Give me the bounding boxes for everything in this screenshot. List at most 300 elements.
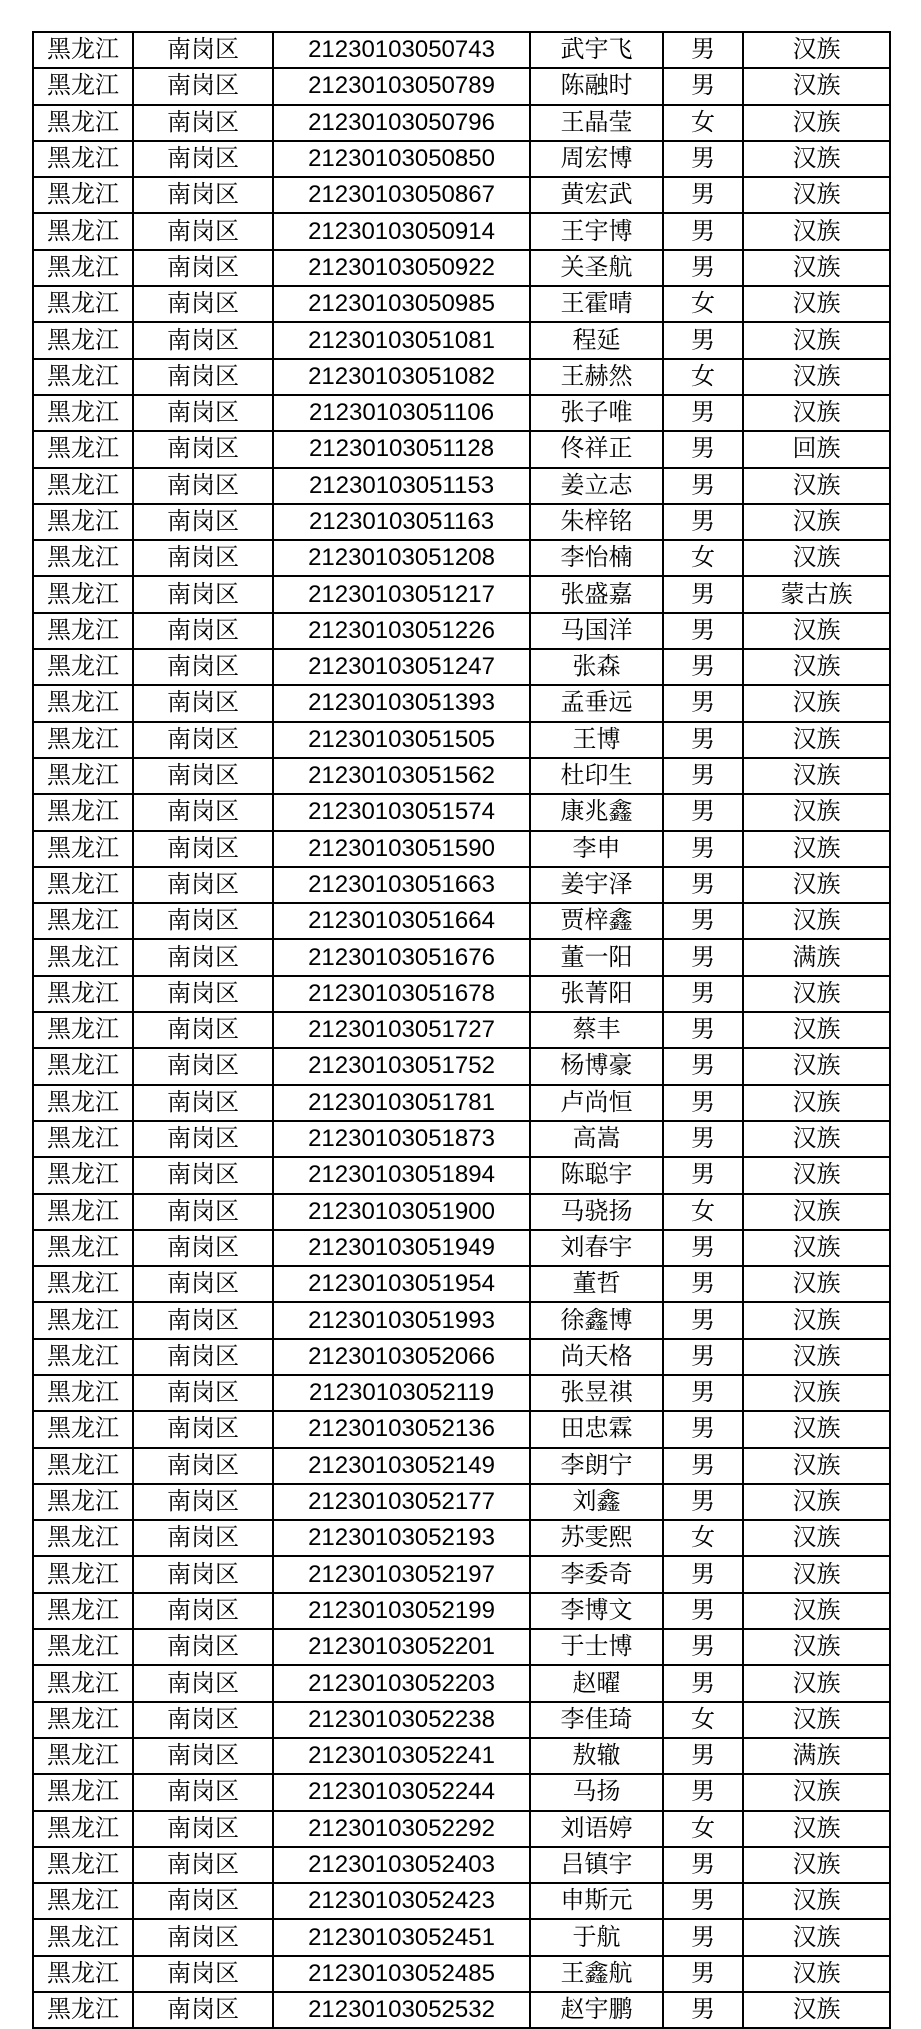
exam-id-cell: 21230103051663 — [273, 867, 530, 903]
district-cell: 南岗区 — [133, 576, 273, 612]
district-cell: 南岗区 — [133, 359, 273, 395]
name-cell: 赵宇鹏 — [530, 1992, 663, 2028]
table-row — [33, 903, 890, 939]
exam-id-cell: 21230103052066 — [273, 1339, 530, 1375]
province-cell: 黑龙江 — [33, 1411, 133, 1447]
name-cell: 马国洋 — [530, 613, 663, 649]
district-cell: 南岗区 — [133, 1847, 273, 1883]
district-cell: 南岗区 — [133, 1702, 273, 1738]
gender-cell: 女 — [663, 1194, 743, 1230]
ethnicity-cell: 汉族 — [743, 1121, 890, 1157]
province-cell: 黑龙江 — [33, 1448, 133, 1484]
table-row — [33, 359, 890, 395]
name-cell: 杨博豪 — [530, 1048, 663, 1084]
exam-id-cell: 21230103052136 — [273, 1411, 530, 1447]
province-cell: 黑龙江 — [33, 1302, 133, 1338]
exam-id-cell: 21230103052451 — [273, 1919, 530, 1955]
name-cell: 张森 — [530, 649, 663, 685]
exam-id-cell: 21230103051562 — [273, 758, 530, 794]
ethnicity-cell: 汉族 — [743, 976, 890, 1012]
table-row — [33, 1847, 890, 1883]
gender-cell: 男 — [663, 1956, 743, 1992]
name-cell: 于航 — [530, 1919, 663, 1955]
gender-cell: 男 — [663, 1375, 743, 1411]
ethnicity-cell: 汉族 — [743, 1194, 890, 1230]
name-cell: 孟垂远 — [530, 685, 663, 721]
exam-id-cell: 21230103050850 — [273, 141, 530, 177]
name-cell: 王博 — [530, 722, 663, 758]
province-cell: 黑龙江 — [33, 1738, 133, 1774]
name-cell: 贾梓鑫 — [530, 903, 663, 939]
ethnicity-cell: 汉族 — [743, 794, 890, 830]
exam-id-cell: 21230103052238 — [273, 1702, 530, 1738]
ethnicity-cell: 汉族 — [743, 1811, 890, 1847]
province-cell: 黑龙江 — [33, 613, 133, 649]
district-cell: 南岗区 — [133, 1992, 273, 2028]
roster-table-body — [33, 32, 890, 2028]
province-cell: 黑龙江 — [33, 322, 133, 358]
gender-cell: 女 — [663, 1811, 743, 1847]
table-row — [33, 286, 890, 322]
ethnicity-cell: 汉族 — [743, 1230, 890, 1266]
ethnicity-cell: 汉族 — [743, 831, 890, 867]
ethnicity-cell: 汉族 — [743, 1484, 890, 1520]
table-row — [33, 794, 890, 830]
province-cell: 黑龙江 — [33, 1484, 133, 1520]
ethnicity-cell: 汉族 — [743, 504, 890, 540]
table-row — [33, 322, 890, 358]
table-row — [33, 1992, 890, 2028]
exam-id-cell: 21230103051949 — [273, 1230, 530, 1266]
table-row — [33, 1811, 890, 1847]
table-row — [33, 540, 890, 576]
name-cell: 李佳琦 — [530, 1702, 663, 1738]
province-cell: 黑龙江 — [33, 1012, 133, 1048]
ethnicity-cell: 汉族 — [743, 1448, 890, 1484]
district-cell: 南岗区 — [133, 1085, 273, 1121]
province-cell: 黑龙江 — [33, 576, 133, 612]
gender-cell: 男 — [663, 1266, 743, 1302]
gender-cell: 男 — [663, 177, 743, 213]
ethnicity-cell: 汉族 — [743, 1085, 890, 1121]
province-cell: 黑龙江 — [33, 1774, 133, 1810]
province-cell: 黑龙江 — [33, 685, 133, 721]
province-cell: 黑龙江 — [33, 1702, 133, 1738]
exam-id-cell: 21230103050914 — [273, 213, 530, 249]
name-cell: 吕镇宇 — [530, 1847, 663, 1883]
province-cell: 黑龙江 — [33, 1847, 133, 1883]
exam-id-cell: 21230103051082 — [273, 359, 530, 395]
district-cell: 南岗区 — [133, 722, 273, 758]
name-cell: 王宇博 — [530, 213, 663, 249]
district-cell: 南岗区 — [133, 867, 273, 903]
gender-cell: 男 — [663, 613, 743, 649]
exam-id-cell: 21230103052423 — [273, 1883, 530, 1919]
province-cell: 黑龙江 — [33, 32, 133, 68]
ethnicity-cell: 汉族 — [743, 177, 890, 213]
exam-id-cell: 21230103051676 — [273, 939, 530, 975]
district-cell: 南岗区 — [133, 939, 273, 975]
ethnicity-cell: 汉族 — [743, 758, 890, 794]
district-cell: 南岗区 — [133, 540, 273, 576]
gender-cell: 男 — [663, 431, 743, 467]
table-row — [33, 141, 890, 177]
name-cell: 张菁阳 — [530, 976, 663, 1012]
gender-cell: 男 — [663, 1048, 743, 1084]
district-cell: 南岗区 — [133, 1774, 273, 1810]
name-cell: 陈融时 — [530, 68, 663, 104]
gender-cell: 男 — [663, 649, 743, 685]
gender-cell: 男 — [663, 758, 743, 794]
province-cell: 黑龙江 — [33, 1157, 133, 1193]
table-row — [33, 1266, 890, 1302]
province-cell: 黑龙江 — [33, 504, 133, 540]
exam-id-cell: 21230103050867 — [273, 177, 530, 213]
district-cell: 南岗区 — [133, 613, 273, 649]
table-row — [33, 1556, 890, 1592]
district-cell: 南岗区 — [133, 1593, 273, 1629]
district-cell: 南岗区 — [133, 758, 273, 794]
exam-id-cell: 21230103052201 — [273, 1629, 530, 1665]
district-cell: 南岗区 — [133, 250, 273, 286]
name-cell: 李怡楠 — [530, 540, 663, 576]
name-cell: 黄宏武 — [530, 177, 663, 213]
ethnicity-cell: 汉族 — [743, 903, 890, 939]
exam-id-cell: 21230103050789 — [273, 68, 530, 104]
district-cell: 南岗区 — [133, 1665, 273, 1701]
table-row — [33, 1629, 890, 1665]
name-cell: 马扬 — [530, 1774, 663, 1810]
district-cell: 南岗区 — [133, 1919, 273, 1955]
name-cell: 刘鑫 — [530, 1484, 663, 1520]
district-cell: 南岗区 — [133, 177, 273, 213]
ethnicity-cell: 汉族 — [743, 105, 890, 141]
gender-cell: 男 — [663, 1629, 743, 1665]
table-row — [33, 685, 890, 721]
gender-cell: 男 — [663, 576, 743, 612]
ethnicity-cell: 汉族 — [743, 867, 890, 903]
gender-cell: 男 — [663, 1847, 743, 1883]
district-cell: 南岗区 — [133, 903, 273, 939]
exam-id-cell: 21230103051894 — [273, 1157, 530, 1193]
table-row — [33, 722, 890, 758]
province-cell: 黑龙江 — [33, 1085, 133, 1121]
table-row — [33, 1774, 890, 1810]
table-row — [33, 1085, 890, 1121]
table-row — [33, 649, 890, 685]
ethnicity-cell: 汉族 — [743, 613, 890, 649]
province-cell: 黑龙江 — [33, 1520, 133, 1556]
ethnicity-cell: 汉族 — [743, 250, 890, 286]
table-row — [33, 1302, 890, 1338]
ethnicity-cell: 回族 — [743, 431, 890, 467]
name-cell: 朱梓铭 — [530, 504, 663, 540]
province-cell: 黑龙江 — [33, 1811, 133, 1847]
gender-cell: 女 — [663, 105, 743, 141]
gender-cell: 男 — [663, 976, 743, 1012]
ethnicity-cell: 汉族 — [743, 1375, 890, 1411]
province-cell: 黑龙江 — [33, 1919, 133, 1955]
table-row — [33, 1919, 890, 1955]
table-row — [33, 213, 890, 249]
gender-cell: 男 — [663, 1556, 743, 1592]
province-cell: 黑龙江 — [33, 794, 133, 830]
gender-cell: 男 — [663, 1012, 743, 1048]
gender-cell: 男 — [663, 32, 743, 68]
ethnicity-cell: 汉族 — [743, 1411, 890, 1447]
ethnicity-cell: 满族 — [743, 1738, 890, 1774]
name-cell: 苏雯熙 — [530, 1520, 663, 1556]
ethnicity-cell: 汉族 — [743, 649, 890, 685]
district-cell: 南岗区 — [133, 213, 273, 249]
province-cell: 黑龙江 — [33, 468, 133, 504]
exam-id-cell: 21230103051128 — [273, 431, 530, 467]
district-cell: 南岗区 — [133, 1048, 273, 1084]
province-cell: 黑龙江 — [33, 1339, 133, 1375]
district-cell: 南岗区 — [133, 1811, 273, 1847]
district-cell: 南岗区 — [133, 1194, 273, 1230]
table-row — [33, 468, 890, 504]
gender-cell: 男 — [663, 1085, 743, 1121]
name-cell: 刘语婷 — [530, 1811, 663, 1847]
ethnicity-cell: 汉族 — [743, 1702, 890, 1738]
table-row — [33, 1230, 890, 1266]
name-cell: 敖辙 — [530, 1738, 663, 1774]
gender-cell: 男 — [663, 395, 743, 431]
ethnicity-cell: 汉族 — [743, 1956, 890, 1992]
ethnicity-cell: 汉族 — [743, 1629, 890, 1665]
exam-id-cell: 21230103051727 — [273, 1012, 530, 1048]
name-cell: 王鑫航 — [530, 1956, 663, 1992]
ethnicity-cell: 汉族 — [743, 1992, 890, 2028]
province-cell: 黑龙江 — [33, 1992, 133, 2028]
gender-cell: 女 — [663, 286, 743, 322]
name-cell: 蔡丰 — [530, 1012, 663, 1048]
gender-cell: 男 — [663, 1302, 743, 1338]
gender-cell: 女 — [663, 1702, 743, 1738]
gender-cell: 男 — [663, 722, 743, 758]
province-cell: 黑龙江 — [33, 1665, 133, 1701]
district-cell: 南岗区 — [133, 1556, 273, 1592]
district-cell: 南岗区 — [133, 1230, 273, 1266]
district-cell: 南岗区 — [133, 504, 273, 540]
district-cell: 南岗区 — [133, 1484, 273, 1520]
ethnicity-cell: 汉族 — [743, 141, 890, 177]
name-cell: 姜立志 — [530, 468, 663, 504]
ethnicity-cell: 汉族 — [743, 1919, 890, 1955]
province-cell: 黑龙江 — [33, 1266, 133, 1302]
district-cell: 南岗区 — [133, 649, 273, 685]
table-row — [33, 1738, 890, 1774]
district-cell: 南岗区 — [133, 1956, 273, 1992]
gender-cell: 女 — [663, 359, 743, 395]
gender-cell: 男 — [663, 685, 743, 721]
table-row — [33, 1665, 890, 1701]
gender-cell: 男 — [663, 1919, 743, 1955]
exam-id-cell: 21230103052177 — [273, 1484, 530, 1520]
exam-id-cell: 21230103051505 — [273, 722, 530, 758]
gender-cell: 男 — [663, 1121, 743, 1157]
name-cell: 王晶莹 — [530, 105, 663, 141]
gender-cell: 男 — [663, 794, 743, 830]
province-cell: 黑龙江 — [33, 177, 133, 213]
exam-id-cell: 21230103050985 — [273, 286, 530, 322]
exam-id-cell: 21230103051900 — [273, 1194, 530, 1230]
exam-id-cell: 21230103052532 — [273, 1992, 530, 2028]
exam-id-cell: 21230103051954 — [273, 1266, 530, 1302]
name-cell: 姜宇泽 — [530, 867, 663, 903]
exam-id-cell: 21230103051664 — [273, 903, 530, 939]
province-cell: 黑龙江 — [33, 1194, 133, 1230]
exam-id-cell: 21230103052403 — [273, 1847, 530, 1883]
ethnicity-cell: 汉族 — [743, 1339, 890, 1375]
ethnicity-cell: 蒙古族 — [743, 576, 890, 612]
name-cell: 董一阳 — [530, 939, 663, 975]
table-row — [33, 576, 890, 612]
name-cell: 王霍晴 — [530, 286, 663, 322]
gender-cell: 男 — [663, 867, 743, 903]
district-cell: 南岗区 — [133, 1738, 273, 1774]
name-cell: 佟祥正 — [530, 431, 663, 467]
gender-cell: 男 — [663, 1665, 743, 1701]
province-cell: 黑龙江 — [33, 758, 133, 794]
district-cell: 南岗区 — [133, 395, 273, 431]
ethnicity-cell: 汉族 — [743, 1520, 890, 1556]
exam-id-cell: 21230103052292 — [273, 1811, 530, 1847]
province-cell: 黑龙江 — [33, 68, 133, 104]
name-cell: 康兆鑫 — [530, 794, 663, 830]
name-cell: 李博文 — [530, 1593, 663, 1629]
exam-id-cell: 21230103052193 — [273, 1520, 530, 1556]
exam-id-cell: 21230103051752 — [273, 1048, 530, 1084]
table-row — [33, 758, 890, 794]
ethnicity-cell: 汉族 — [743, 1593, 890, 1629]
district-cell: 南岗区 — [133, 1121, 273, 1157]
table-row — [33, 68, 890, 104]
district-cell: 南岗区 — [133, 322, 273, 358]
name-cell: 于士博 — [530, 1629, 663, 1665]
table-row — [33, 1339, 890, 1375]
gender-cell: 男 — [663, 504, 743, 540]
exam-id-cell: 21230103051590 — [273, 831, 530, 867]
province-cell: 黑龙江 — [33, 540, 133, 576]
gender-cell: 男 — [663, 831, 743, 867]
gender-cell: 男 — [663, 322, 743, 358]
exam-id-cell: 21230103052244 — [273, 1774, 530, 1810]
ethnicity-cell: 汉族 — [743, 685, 890, 721]
district-cell: 南岗区 — [133, 68, 273, 104]
district-cell: 南岗区 — [133, 1012, 273, 1048]
district-cell: 南岗区 — [133, 1448, 273, 1484]
table-row — [33, 1883, 890, 1919]
ethnicity-cell: 汉族 — [743, 722, 890, 758]
ethnicity-cell: 汉族 — [743, 540, 890, 576]
gender-cell: 男 — [663, 213, 743, 249]
district-cell: 南岗区 — [133, 431, 273, 467]
province-cell: 黑龙江 — [33, 867, 133, 903]
province-cell: 黑龙江 — [33, 395, 133, 431]
exam-id-cell: 21230103052149 — [273, 1448, 530, 1484]
table-row — [33, 250, 890, 286]
table-row — [33, 395, 890, 431]
name-cell: 李申 — [530, 831, 663, 867]
gender-cell: 男 — [663, 1992, 743, 2028]
table-row — [33, 1012, 890, 1048]
exam-id-cell: 21230103051993 — [273, 1302, 530, 1338]
table-row — [33, 504, 890, 540]
name-cell: 李朗宁 — [530, 1448, 663, 1484]
province-cell: 黑龙江 — [33, 903, 133, 939]
table-row — [33, 867, 890, 903]
name-cell: 高嵩 — [530, 1121, 663, 1157]
name-cell: 申斯元 — [530, 1883, 663, 1919]
province-cell: 黑龙江 — [33, 250, 133, 286]
exam-id-cell: 21230103052241 — [273, 1738, 530, 1774]
exam-id-cell: 21230103051393 — [273, 685, 530, 721]
name-cell: 程延 — [530, 322, 663, 358]
ethnicity-cell: 汉族 — [743, 68, 890, 104]
table-row — [33, 1956, 890, 1992]
province-cell: 黑龙江 — [33, 1629, 133, 1665]
name-cell: 赵曜 — [530, 1665, 663, 1701]
province-cell: 黑龙江 — [33, 939, 133, 975]
gender-cell: 男 — [663, 1339, 743, 1375]
district-cell: 南岗区 — [133, 1883, 273, 1919]
table-row — [33, 1520, 890, 1556]
name-cell: 张盛嘉 — [530, 576, 663, 612]
ethnicity-cell: 汉族 — [743, 1266, 890, 1302]
exam-id-cell: 21230103052197 — [273, 1556, 530, 1592]
name-cell: 张昱祺 — [530, 1375, 663, 1411]
ethnicity-cell: 汉族 — [743, 1883, 890, 1919]
district-cell: 南岗区 — [133, 1520, 273, 1556]
roster-table — [32, 31, 891, 2029]
table-row — [33, 1484, 890, 1520]
exam-id-cell: 21230103052485 — [273, 1956, 530, 1992]
province-cell: 黑龙江 — [33, 1048, 133, 1084]
district-cell: 南岗区 — [133, 1629, 273, 1665]
exam-id-cell: 21230103051781 — [273, 1085, 530, 1121]
province-cell: 黑龙江 — [33, 286, 133, 322]
gender-cell: 男 — [663, 250, 743, 286]
gender-cell: 男 — [663, 1593, 743, 1629]
district-cell: 南岗区 — [133, 1411, 273, 1447]
exam-id-cell: 21230103051163 — [273, 504, 530, 540]
province-cell: 黑龙江 — [33, 831, 133, 867]
name-cell: 杜印生 — [530, 758, 663, 794]
ethnicity-cell: 满族 — [743, 939, 890, 975]
name-cell: 田忠霖 — [530, 1411, 663, 1447]
ethnicity-cell: 汉族 — [743, 32, 890, 68]
gender-cell: 男 — [663, 1411, 743, 1447]
district-cell: 南岗区 — [133, 1157, 273, 1193]
name-cell: 刘春宇 — [530, 1230, 663, 1266]
name-cell: 马骁扬 — [530, 1194, 663, 1230]
ethnicity-cell: 汉族 — [743, 1665, 890, 1701]
exam-id-cell: 21230103051217 — [273, 576, 530, 612]
province-cell: 黑龙江 — [33, 1593, 133, 1629]
province-cell: 黑龙江 — [33, 1956, 133, 1992]
gender-cell: 男 — [663, 1157, 743, 1193]
ethnicity-cell: 汉族 — [743, 468, 890, 504]
ethnicity-cell: 汉族 — [743, 213, 890, 249]
name-cell: 董哲 — [530, 1266, 663, 1302]
ethnicity-cell: 汉族 — [743, 1012, 890, 1048]
province-cell: 黑龙江 — [33, 213, 133, 249]
ethnicity-cell: 汉族 — [743, 1048, 890, 1084]
district-cell: 南岗区 — [133, 286, 273, 322]
table-row — [33, 1593, 890, 1629]
